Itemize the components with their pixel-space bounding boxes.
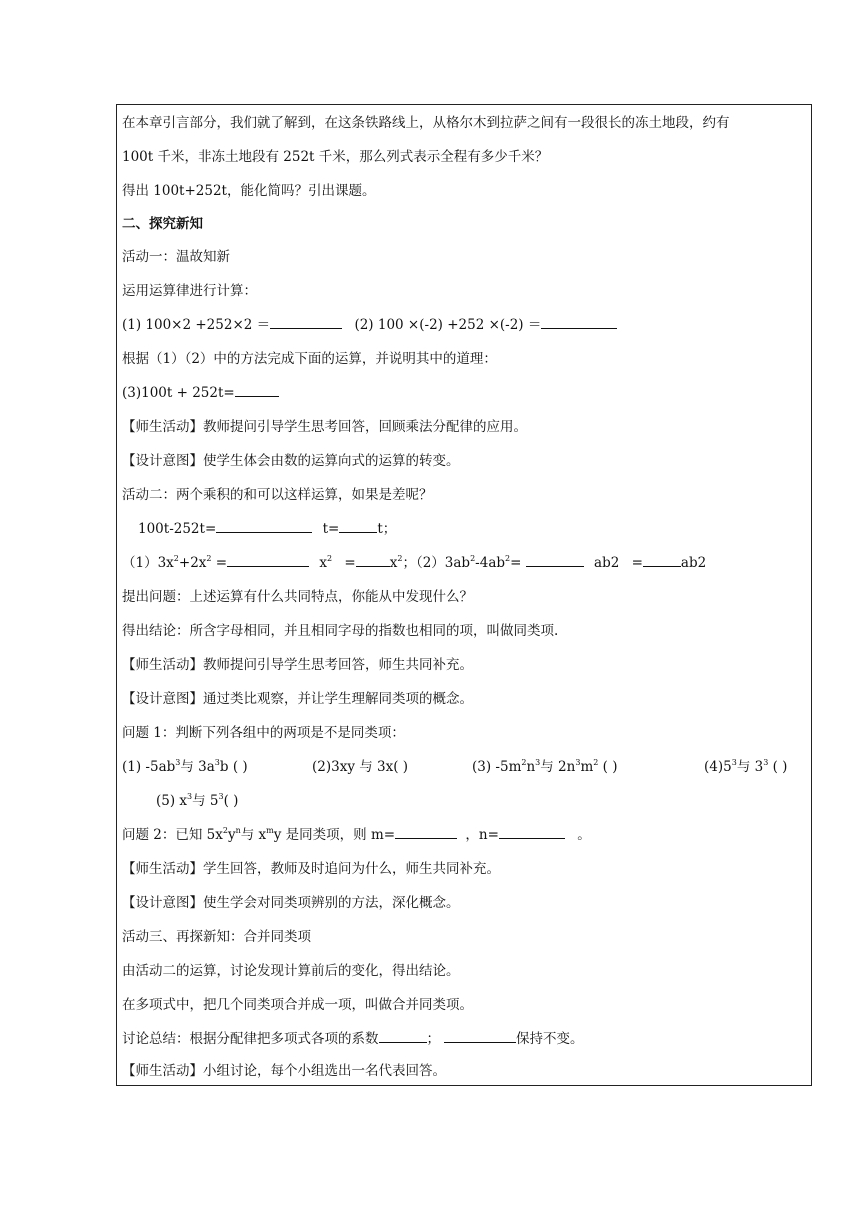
answer-blank[interactable] [379, 1029, 427, 1043]
teacher-student-activity-2: 【师生活动】教师提问引导学生思考回答，师生共同补充。 [122, 657, 473, 673]
answer-blank[interactable] [444, 1029, 516, 1043]
method-line: 根据（1）（2）中的方法完成下面的运算，并说明其中的道理： [122, 351, 497, 367]
design-intent-3: 【设计意图】使生学会对同类项辨别的方法，深化概念。 [122, 895, 460, 911]
answer-blank[interactable] [216, 519, 312, 533]
answer-blank[interactable] [339, 519, 377, 533]
activity-one-title: 活动一：温故知新 [122, 249, 230, 265]
teacher-student-activity-3: 【师生活动】学生回答，教师及时追问为什么，师生共同补充。 [122, 861, 500, 877]
question-1-item-5: (5) $x^3$与 $5^3$( ) [156, 792, 239, 809]
answer-blank[interactable] [356, 553, 390, 567]
conclusion-line: 得出结论：所含字母相同，并且相同字母的指数也相同的项，叫做同类项. [122, 623, 559, 639]
answer-blank[interactable] [235, 383, 279, 397]
answer-blank[interactable] [643, 553, 681, 567]
teacher-student-activity-1: 【师生活动】教师提问引导学生思考回答，回顾乘法分配律的应用。 [122, 419, 527, 435]
intro-line-2: 100t 千米，非冻土地段有 252t 千米，那么列式表示全程有多少千米？ [122, 149, 549, 165]
instruction-line: 运用运算律进行计算： [122, 283, 257, 299]
definition-line: 在多项式中，把几个同类项合并成一项，叫做合并同类项。 [122, 997, 473, 1013]
design-intent-1: 【设计意图】使学生体会由数的运算向式的运算的转变。 [122, 453, 460, 469]
like-terms-exercises: $(1)3x^2+2x^2 = x^2 = x^2$；$(2)3ab^2-4ab^2= ab2 = ab2$ [122, 554, 707, 571]
intro-line-3: 得出 100t+252t，能化简吗？引出课题。 [122, 183, 376, 199]
answer-blank[interactable] [499, 825, 565, 839]
answer-blank[interactable] [526, 553, 584, 567]
section-heading: 二、探究新知 [122, 216, 203, 232]
exercise-2: (2) 100 ×(-2) +252 ×(-2) ＝ [354, 317, 542, 333]
answer-blank[interactable] [227, 553, 309, 567]
teacher-student-activity-4: 【师生活动】小组讨论，每个小组选出一名代表回答。 [122, 1063, 446, 1079]
question-prompt: 提出问题：上述运算有什么共同特点，你能从中发现什么？ [122, 589, 473, 605]
activity-two-title: 活动二：两个乘积的和可以这样运算，如果是差呢？ [122, 487, 433, 503]
question-1-item-1: (1) $-5ab^3$与 $3a^3b$ ( ) [122, 758, 248, 775]
answer-blank[interactable] [541, 315, 617, 329]
summary-line: 讨论总结：根据分配律把多项式各项的系数 ； 保持不变。 [122, 1031, 584, 1047]
difference-exercise: 100t-252t= t= t； [138, 521, 397, 537]
design-intent-2: 【设计意图】通过类比观察，并让学生理解同类项的概念。 [122, 691, 473, 707]
answer-blank[interactable] [395, 825, 457, 839]
exercise-1: (1) 100×2 +252×2 ＝ [122, 317, 271, 333]
discussion-line: 由活动二的运算，讨论发现计算前后的变化，得出结论。 [122, 963, 460, 979]
exercise-3: (3)100t + 252t= [122, 382, 812, 404]
question-1-item-3: (3) $-5m^2n^3$与 $2n^3m^2$ ( ) [472, 758, 618, 775]
activity-three-title: 活动三、再探新知：合并同类项 [122, 929, 311, 945]
answer-blank[interactable] [270, 315, 342, 329]
question-2: 问题 2：已知 $5x^2y^n$与 $x^my$ 是同类项，则 m= ，n= 。 [122, 826, 591, 843]
question-1-title: 问题 1：判断下列各组中的两项是不是同类项： [122, 725, 405, 741]
question-1-item-4: $(4)5^3$与 $3^3$ ( ) [704, 758, 788, 775]
exercise-row-1 [122, 314, 812, 336]
question-1-item-2: (2)3xy 与 3x( ) [312, 759, 409, 775]
intro-line-1: 在本章引言部分，我们就了解到，在这条铁路线上，从格尔木到拉萨之间有一段很长的冻土地段，约有 [122, 115, 730, 131]
